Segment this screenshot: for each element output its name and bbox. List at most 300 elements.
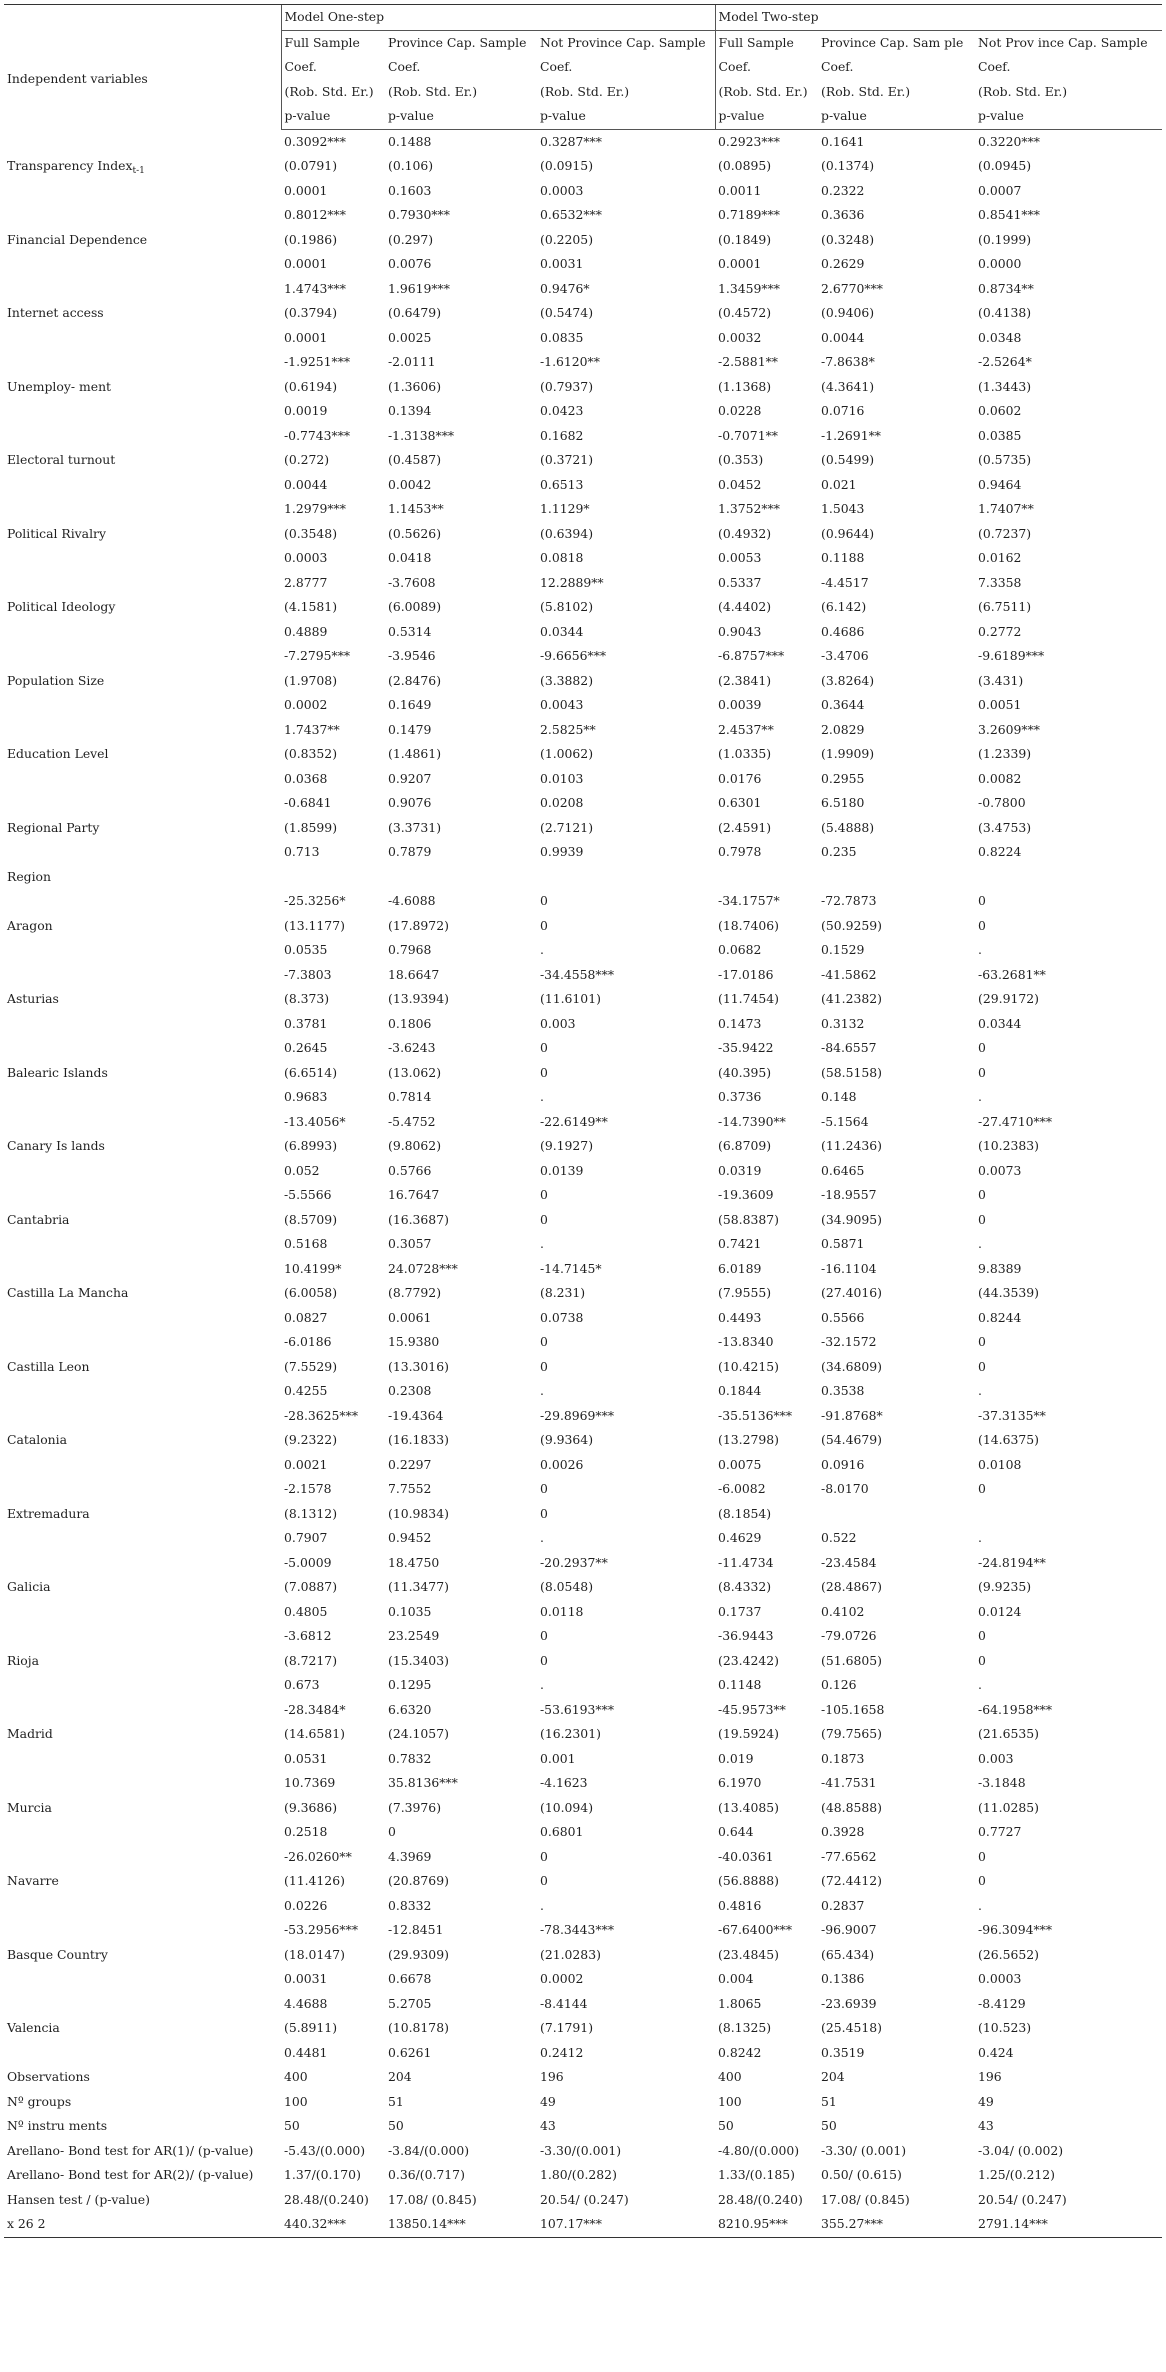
std-error-cell: (5.4888) [821, 819, 875, 835]
std-error-cell: (2.8476) [388, 672, 442, 688]
std-error-cell: (1.1368) [718, 378, 772, 394]
std-error-cell: (0.1849) [718, 231, 772, 247]
region-15-name [4, 2016, 281, 2065]
column-header: Province Cap. Sample [388, 34, 527, 50]
coefficient-cell: 12.2889** [540, 574, 604, 590]
stat-value: 17.08/ (0.845) [821, 2191, 910, 2207]
std-error-cell: (0.5474) [540, 305, 594, 320]
coefficient-cell: 6.5180 [821, 795, 865, 810]
std-error-cell: (9.8062) [388, 1138, 442, 1153]
std-error-cell: (28.4867) [821, 1579, 882, 1594]
coefficient-cell: -29.8969*** [540, 1407, 615, 1423]
std-error-cell: (0.2205) [540, 231, 594, 247]
std-error-cell: (7.3976) [388, 1799, 442, 1815]
var-5-name [4, 522, 281, 571]
gap-cell [4, 1771, 281, 1796]
region-13-coef-row [4, 1845, 1162, 1870]
std-error-cell: (8.1854) [718, 1505, 772, 1521]
std-error-cell: (1.0062) [540, 746, 594, 761]
column-header: Full Sample [281, 30, 385, 55]
p-value-cell: 0.0818 [540, 550, 584, 565]
coefficient-cell: -84.6557 [821, 1040, 877, 1055]
std-error-cell: (34.6809) [821, 1358, 882, 1374]
var-0-coef-row [4, 129, 1162, 154]
coefficient-cell: -34.1757* [718, 893, 780, 908]
std-error-cell: (56.8888) [718, 1873, 779, 1888]
p-value-cell: 0.1148 [718, 1677, 762, 1692]
std-error-cell: (29.9172) [978, 991, 1039, 1006]
std-error-cell: (8.1312) [284, 1505, 338, 1521]
p-value-cell: 0.1394 [388, 403, 432, 418]
std-error-cell: (18.0147) [284, 1946, 345, 1962]
std-error-cell: (50.9259) [821, 917, 882, 933]
p-value-cell: 0.0002 [540, 1971, 584, 1986]
p-value-cell: 0.1737 [718, 1603, 762, 1619]
stat-value: 0.50/ (0.615) [821, 2167, 902, 2182]
header-blank [4, 5, 281, 31]
std-error-cell: (0.1374) [821, 158, 875, 173]
coefficient-cell: 1.1453** [388, 501, 444, 516]
p-value-cell: 0.522 [821, 1530, 857, 1545]
coefficient-cell: 0.8734** [978, 280, 1034, 296]
p-value-cell: 0.235 [821, 844, 857, 859]
std-error-cell: (24.1057) [388, 1726, 449, 1741]
std-error-cell: (51.6805) [821, 1652, 882, 1668]
p-value-cell: 0.0001 [284, 182, 328, 198]
variable-name: Unemploy- ment [7, 378, 112, 394]
variable-name: Basque Country [7, 1946, 108, 1962]
p-value-cell: 0.0319 [718, 1162, 762, 1178]
gap-cell [4, 424, 281, 449]
coefficient-cell: -19.4364 [388, 1407, 444, 1423]
p-label: p-value [281, 104, 385, 129]
region-1-se-row [4, 987, 1162, 1012]
coefficient-cell: 0 [978, 1187, 986, 1202]
std-error-cell: 0 [540, 1505, 548, 1521]
region-label: Region [7, 868, 51, 884]
std-error-cell: 0 [540, 917, 548, 933]
var-0-name [4, 154, 281, 203]
std-error-cell: (13.9394) [388, 991, 449, 1006]
stat-value: 28.48/(0.240) [284, 2191, 369, 2207]
coefficient-cell: 0 [540, 1481, 548, 1496]
p-value-cell: 0.1188 [821, 550, 865, 565]
se-label: (Rob. Std. Er.) [978, 83, 1068, 99]
p-value-cell: 0.2837 [821, 1897, 865, 1913]
p-value-cell: 0.9207 [388, 770, 432, 786]
std-error-cell: (29.9309) [388, 1946, 449, 1962]
p-value-cell: 0.7727 [978, 1824, 1022, 1839]
empty-cell [975, 865, 1162, 890]
coefficient-cell: 4.4688 [284, 1995, 328, 2011]
var-2-se-row [4, 301, 1162, 326]
std-error-cell: (2.4591) [718, 819, 772, 835]
p-value-cell: 0.0103 [540, 770, 584, 786]
std-error-cell: (0.5735) [978, 452, 1032, 467]
p-value-cell: . [540, 1530, 544, 1545]
stat-label: Hansen test / (p-value) [7, 2191, 150, 2207]
std-error-cell: (7.0887) [284, 1579, 338, 1594]
variable-subscript: t-1 [132, 166, 145, 176]
coefficient-cell: -3.6812 [284, 1628, 332, 1643]
variable-name: Political Rivalry [7, 525, 106, 541]
coefficient-cell: -18.9557 [821, 1187, 877, 1202]
gap-cell [4, 1330, 281, 1355]
coefficient-cell: -78.3443*** [540, 1922, 615, 1937]
stat-value: 49 [978, 2093, 994, 2109]
p-value-cell: 0.0368 [284, 770, 328, 786]
std-error-cell: (0.7237) [978, 525, 1032, 541]
stat-row [4, 2114, 1162, 2139]
region-6-se-row [4, 1355, 1162, 1380]
gap-cell [4, 350, 281, 375]
stat-value: 196 [978, 2069, 1002, 2084]
region-4-se-row [4, 1208, 1162, 1233]
p-value-cell: 0.0003 [284, 550, 328, 565]
p-value-cell: 0.713 [284, 844, 320, 859]
coefficient-cell: -32.1572 [821, 1334, 877, 1349]
p-value-cell: . [540, 1897, 544, 1913]
var-5-se-row [4, 522, 1162, 547]
p-value-cell: 0.2955 [821, 770, 865, 786]
p-value-cell: 0.0001 [284, 256, 328, 271]
p-value-cell: 0.1873 [821, 1750, 865, 1766]
coefficient-cell: 1.2979*** [284, 501, 346, 516]
stat-value: -4.80/(0.000) [718, 2142, 800, 2158]
coefficient-cell: -7.2795*** [284, 648, 351, 663]
std-error-cell: (54.4679) [821, 1432, 882, 1447]
p-value-cell: 0.3644 [821, 697, 865, 712]
coefficient-cell: -20.2937** [540, 1554, 608, 1570]
p-value-cell: 0.2322 [821, 182, 865, 198]
gap-cell [4, 718, 281, 743]
std-error-cell: (58.5158) [821, 1064, 882, 1080]
std-error-cell: (0.5626) [388, 525, 442, 541]
std-error-cell: (13.4085) [718, 1799, 779, 1815]
coefficient-cell: -41.5862 [821, 966, 877, 982]
std-error-cell: (4.4402) [718, 599, 772, 614]
p-value-cell: 0.0021 [284, 1456, 328, 1472]
coefficient-cell: -63.2681** [978, 966, 1046, 982]
coefficient-cell: -41.7531 [821, 1775, 877, 1790]
std-error-cell: (0.7937) [540, 378, 594, 394]
p-value-cell: 0.7832 [388, 1750, 432, 1766]
coefficient-cell: 10.4199* [284, 1260, 342, 1276]
region-8-coef-row [4, 1477, 1162, 1502]
coefficient-cell: 0.3092*** [284, 133, 346, 149]
std-error-cell: (1.3606) [388, 378, 442, 394]
p-value-cell: 0.673 [284, 1677, 320, 1692]
p-value-cell: 0.0002 [284, 697, 328, 712]
coefficient-cell: -19.3609 [718, 1187, 774, 1202]
p-value-cell: 0.0025 [388, 329, 432, 345]
region-3-name [4, 1134, 281, 1183]
std-error-cell: (1.9909) [821, 746, 875, 761]
coefficient-cell: -5.4752 [388, 1113, 436, 1129]
stat-value: 51 [821, 2093, 837, 2109]
std-error-cell: (9.1927) [540, 1138, 594, 1153]
stat-value: -3.30/(0.001) [540, 2142, 622, 2158]
gap-cell [4, 1477, 281, 1502]
std-error-cell: 0 [540, 1652, 548, 1668]
std-error-cell: (65.434) [821, 1946, 875, 1962]
coefficient-cell: -37.3135** [978, 1407, 1046, 1423]
std-error-cell: 0 [978, 1064, 986, 1080]
p-value-cell: 0.2412 [540, 2044, 584, 2060]
variable-name: Asturias [7, 991, 59, 1006]
variable-name: Navarre [7, 1873, 59, 1888]
p-value-cell: 0.3538 [821, 1383, 865, 1398]
std-error-cell: (0.4932) [718, 525, 772, 541]
std-error-cell: (13.062) [388, 1064, 442, 1080]
variable-name: Castilla Leon [7, 1358, 90, 1374]
p-value-cell: 0.0031 [540, 256, 584, 271]
p-value-cell: . [978, 1897, 982, 1913]
coefficient-cell: -1.9251*** [284, 354, 351, 369]
std-error-cell: (8.231) [540, 1285, 586, 1300]
region-2-name [4, 1061, 281, 1110]
variable-name: Canary Is lands [7, 1138, 105, 1153]
region-3-se-row [4, 1134, 1162, 1159]
header-row-models [4, 5, 1162, 31]
var-3-coef-row [4, 350, 1162, 375]
p-value-cell: 0.1529 [821, 942, 865, 957]
p-value-cell: 0.0162 [978, 550, 1022, 565]
p-value-cell: . [540, 942, 544, 957]
var-1-name [4, 228, 281, 277]
coefficient-cell: -79.0726 [821, 1628, 877, 1643]
std-error-cell: (3.4753) [978, 819, 1032, 835]
std-error-cell: (8.4332) [718, 1579, 772, 1594]
p-value-cell: 0.8224 [978, 844, 1022, 859]
p-value-cell: 0.0418 [388, 550, 432, 565]
region-1-coef-row [4, 963, 1162, 988]
variable-name: Murcia [7, 1799, 52, 1815]
coefficient-cell: -23.6939 [821, 1995, 877, 2011]
gap-cell [4, 1551, 281, 1576]
std-error-cell: (3.431) [978, 672, 1024, 688]
region-5-name [4, 1281, 281, 1330]
variable-name: Political Ideology [7, 599, 116, 614]
p-value-cell: 0.1806 [388, 1015, 432, 1031]
stat-value: -5.43/(0.000) [284, 2142, 366, 2158]
var-4-coef-row [4, 424, 1162, 449]
stat-value: -3.30/ (0.001) [821, 2142, 907, 2158]
gap-cell [4, 277, 281, 302]
stat-row [4, 2065, 1162, 2090]
std-error-cell: (1.8599) [284, 819, 338, 835]
gap-cell [4, 791, 281, 816]
variable-name: Population Size [7, 672, 105, 688]
variable-name: Transparency Index [7, 158, 133, 173]
coefficient-cell: -13.8340 [718, 1334, 774, 1349]
p-value-cell: 0.6465 [821, 1162, 865, 1178]
p-value-cell: 0.5766 [388, 1162, 432, 1178]
p-label: p-value [715, 104, 818, 129]
var-2-coef-row [4, 277, 1162, 302]
region-6-name [4, 1355, 281, 1404]
region-9-se-row [4, 1575, 1162, 1600]
stat-value: 50 [718, 2118, 734, 2133]
std-error-cell: (0.4587) [388, 452, 442, 467]
regression-table-body [4, 5, 1162, 2238]
p-value-cell: 0.5314 [388, 623, 432, 639]
std-error-cell: (5.8911) [284, 2020, 338, 2035]
std-error-cell: 0 [540, 1873, 548, 1888]
std-error-cell: (72.4412) [821, 1873, 882, 1888]
stat-value: 1.33/(0.185) [718, 2167, 795, 2182]
p-value-cell: . [978, 1530, 982, 1545]
p-value-cell: 0.7978 [718, 844, 762, 859]
std-error-cell: (6.142) [821, 599, 867, 614]
p-value-cell: 0.0039 [718, 697, 762, 712]
p-value-cell: 0.424 [978, 2044, 1014, 2060]
stat-value: 13850.14*** [385, 2212, 537, 2237]
std-error-cell: (27.4016) [821, 1285, 882, 1300]
coefficient-cell: 0.7930*** [388, 207, 450, 222]
p-value-cell: 0.0076 [388, 256, 432, 271]
coefficient-cell: 6.0189 [718, 1260, 762, 1276]
p-value-cell: 0.0348 [978, 329, 1022, 345]
p-value-cell: . [978, 942, 982, 957]
coefficient-cell: 0.1641 [821, 133, 865, 149]
p-value-cell: 0.0073 [978, 1162, 1022, 1178]
coefficient-cell: -1.2691** [821, 427, 881, 443]
coefficient-cell: -35.5136*** [718, 1407, 793, 1423]
stat-value: 43 [540, 2118, 556, 2133]
coefficient-cell: 0.8541*** [978, 207, 1040, 222]
region-11-name [4, 1722, 281, 1771]
std-error-cell: (8.7217) [284, 1652, 338, 1668]
coefficient-cell: 0.0385 [978, 427, 1022, 443]
variable-name: Valencia [7, 2020, 60, 2035]
std-error-cell: (0.0791) [284, 158, 338, 173]
stat-row [4, 2090, 1162, 2115]
coefficient-cell: 0 [978, 1040, 986, 1055]
stat-row [4, 2188, 1162, 2213]
region-12-se-row [4, 1796, 1162, 1821]
coefficient-cell: 10.7369 [284, 1775, 336, 1790]
gap-cell [4, 889, 281, 914]
coefficient-cell: 0.2923*** [718, 133, 780, 149]
std-error-cell: (0.4572) [718, 305, 772, 320]
coefficient-cell: -13.4056* [284, 1113, 346, 1129]
var-3-se-row [4, 375, 1162, 400]
std-error-cell: (19.5924) [718, 1726, 779, 1741]
std-error-cell: 0 [978, 1652, 986, 1668]
coefficient-cell: -16.1104 [821, 1260, 877, 1276]
std-error-cell: (9.3686) [284, 1799, 338, 1815]
var-8-coef-row [4, 718, 1162, 743]
variable-name: Internet access [7, 305, 104, 320]
stat-value: -3.04/ (0.002) [978, 2142, 1064, 2158]
p-value-cell: 0.0423 [540, 403, 584, 418]
p-value-cell: 0.0835 [540, 329, 584, 345]
p-value-cell: 0.8244 [978, 1309, 1022, 1325]
coefficient-cell: 2.4537** [718, 721, 774, 737]
p-value-cell: 0.0535 [284, 942, 328, 957]
std-error-cell: (9.9235) [978, 1579, 1032, 1594]
std-error-cell: (3.8264) [821, 672, 875, 688]
var-5-coef-row [4, 497, 1162, 522]
coefficient-cell: -7.3803 [284, 966, 332, 982]
p-value-cell: 0.1473 [718, 1015, 762, 1031]
coefficient-cell: 0 [978, 1481, 986, 1496]
stat-value: 43 [978, 2118, 994, 2133]
p-value-cell: 0.1603 [388, 182, 432, 198]
se-label: (Rob. Std. Er.) [281, 80, 385, 105]
stat-value: 8210.95*** [715, 2212, 818, 2237]
p-value-cell: 0.052 [284, 1162, 320, 1178]
stat-value: 20.54/ (0.247) [978, 2191, 1067, 2207]
p-value-cell: 0.0139 [540, 1162, 584, 1178]
std-error-cell: (1.2339) [978, 746, 1032, 761]
coefficient-cell: -53.2956*** [284, 1922, 359, 1937]
var-9-coef-row [4, 791, 1162, 816]
coefficient-cell: -0.7800 [978, 795, 1026, 810]
stat-value: 1.25/(0.212) [978, 2167, 1055, 2182]
region-7-se-row [4, 1428, 1162, 1453]
stat-label: x 26 2 [4, 2212, 281, 2237]
gap-cell [4, 1845, 281, 1870]
std-error-cell: (17.8972) [388, 917, 449, 933]
coefficient-cell: 0.9076 [388, 795, 432, 810]
stat-value: 400 [284, 2069, 308, 2084]
std-error-cell: (18.7406) [718, 917, 779, 933]
gap-cell [4, 1183, 281, 1208]
coefficient-cell: -12.8451 [388, 1922, 444, 1937]
coefficient-cell: -3.7608 [388, 574, 436, 590]
std-error-cell: (0.6479) [388, 305, 442, 320]
p-value-cell: 0.4493 [718, 1309, 762, 1325]
region-3-coef-row [4, 1110, 1162, 1135]
std-error-cell: (48.8588) [821, 1799, 882, 1815]
std-error-cell: (7.1791) [540, 2020, 594, 2035]
coefficient-cell: 0.6301 [718, 795, 762, 810]
region-label-row [4, 865, 1162, 890]
std-error-cell: (0.353) [718, 452, 764, 467]
coefficient-cell: -0.6841 [284, 795, 332, 810]
coefficient-cell: -96.3094*** [978, 1922, 1053, 1937]
std-error-cell: (8.7792) [388, 1285, 442, 1300]
region-10-name [4, 1649, 281, 1698]
coefficient-cell: -6.8757*** [718, 648, 785, 663]
se-label: (Rob. Std. Er.) [821, 83, 911, 99]
p-value-cell: 0.6678 [388, 1971, 432, 1986]
std-error-cell: (13.1177) [284, 917, 345, 933]
std-error-cell: (58.8387) [718, 1211, 779, 1227]
gap-cell [4, 644, 281, 669]
coefficient-cell: -53.6193*** [540, 1701, 615, 1717]
region-4-name [4, 1208, 281, 1257]
std-error-cell: (6.8993) [284, 1138, 338, 1153]
p-value-cell: . [540, 1677, 544, 1692]
coefficient-cell: 2.8777 [284, 574, 328, 590]
p-value-cell: 0 [388, 1824, 396, 1839]
p-value-cell: 0.019 [718, 1750, 754, 1766]
p-value-cell: . [540, 1236, 544, 1251]
coefficient-cell: 0.1488 [388, 133, 432, 149]
std-error-cell: (3.3882) [540, 672, 594, 688]
std-error-cell: (10.523) [978, 2020, 1032, 2035]
variable-name: Electoral turnout [7, 452, 116, 467]
coefficient-cell: 0 [540, 1334, 548, 1349]
coefficient-cell: 1.4743*** [284, 280, 346, 296]
coefficient-cell: -0.7743*** [284, 427, 351, 443]
coefficient-cell: -2.5264* [978, 354, 1032, 369]
coefficient-cell: -35.9422 [718, 1040, 774, 1055]
std-error-cell: (26.5652) [978, 1946, 1039, 1962]
